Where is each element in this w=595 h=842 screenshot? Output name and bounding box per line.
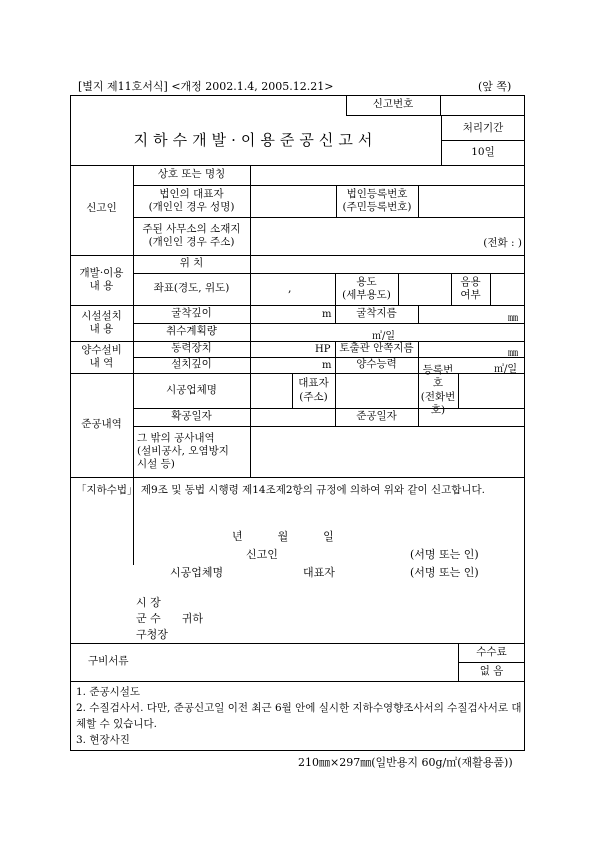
docs-label: 구비서류 — [88, 655, 129, 668]
install-depth-label: 설치깊이 — [171, 358, 212, 371]
attachment-2: 2. 수질검사서. 다만, 준공신고일 이전 최근 6월 안에 실시한 지하수영향조사서의 수질검사서로 대체할 수 있습니다. — [76, 702, 522, 731]
ceo-label: 대표자 (주소) — [298, 377, 329, 403]
coord-label: 좌표(경도, 위도) — [153, 282, 230, 295]
date-line: 년 월 일 — [232, 530, 334, 543]
contractor-sign-mark[interactable]: (서명 또는 인) — [410, 566, 479, 579]
plan-label: 취수계획량 — [166, 325, 217, 338]
recipient-district: 구청장 — [136, 628, 168, 641]
reporter-sign-label: 신고인 — [246, 548, 278, 561]
ceo-sign-label: 대표자 — [303, 566, 335, 579]
capacity-unit: ㎥/일 — [494, 364, 518, 375]
name-field[interactable] — [252, 165, 522, 185]
phone-field[interactable]: (전화 : ) — [483, 237, 522, 250]
install-depth-unit: m — [322, 360, 332, 371]
page-side: (앞 쪽) — [478, 80, 512, 93]
dev-group-label: 개발·이용 내 용 — [79, 266, 124, 292]
plan-unit: ㎥/일 — [372, 331, 396, 342]
completion-group-label: 준공내역 — [81, 418, 122, 431]
office-label: 주된 사무소의 소재지 (개인인 경우 주소) — [142, 222, 241, 248]
recipient-mayor: 시 장 — [136, 596, 161, 609]
depth-label: 굴착깊이 — [171, 307, 212, 320]
facility-group-label: 시설설치 내 용 — [81, 309, 122, 335]
regno-label: 법인등록번호 (주민등록번호) — [342, 187, 412, 213]
capacity-label: 양수능력 — [356, 358, 397, 371]
statement-text: 「지하수법」 제9조 및 동법 시행령 제14조제2항의 규정에 의하여 위와 같이 신고합니다. — [76, 484, 486, 496]
fee-value: 없 음 — [479, 664, 504, 677]
processing-period-value: 10일 — [471, 145, 495, 158]
reporter-sign-mark[interactable]: (서명 또는 인) — [410, 548, 479, 561]
power-unit: HP — [315, 344, 331, 355]
location-label: 위 치 — [179, 257, 204, 270]
depth-unit: m — [322, 309, 332, 320]
report-no-label: 신고번호 — [372, 98, 414, 111]
regno2-label: 등록번호 (전화번호) — [420, 364, 456, 416]
rep-label: 법인의 대표자 (개인인 경우 성명) — [148, 187, 235, 213]
form-title: 지하수개발·이용준공신고서 — [133, 130, 378, 149]
contractor-sign-label: 시공업체명 — [170, 566, 224, 579]
diameter-label: 굴착지름 — [356, 307, 397, 320]
confirm-date-label: 확공일자 — [171, 410, 212, 423]
contractor-label: 시공업체명 — [166, 383, 217, 396]
report-no-field[interactable] — [440, 95, 525, 115]
paper-spec: 210㎜×297㎜(일반용지 60g/㎡(재활용품)) — [298, 756, 513, 769]
power-label: 동력장치 — [171, 342, 212, 355]
reporter-group-label: 신고인 — [86, 202, 117, 215]
attachment-3: 3. 현장사진 — [76, 734, 130, 746]
usage-label: 용도 (세부용도) — [342, 275, 391, 301]
form-number: [별지 제11호서식] <개정 2002.1.4, 2005.12.21> — [78, 80, 334, 93]
recipient-county: 군 수 귀하 — [136, 612, 203, 625]
drinking-label: 음용 여부 — [460, 275, 481, 301]
name-label: 상호 또는 명칭 — [157, 168, 226, 181]
pipe-unit: ㎜ — [508, 348, 518, 359]
pump-group-label: 양수설비 내 역 — [81, 343, 122, 369]
processing-period-label: 처리기간 — [462, 121, 504, 134]
fee-label: 수수료 — [476, 645, 507, 658]
diameter-unit: ㎜ — [508, 313, 518, 324]
coord-separator: , — [288, 282, 292, 295]
attachment-1: 1. 준공시설도 — [76, 686, 141, 698]
other-work-label: 그 밖의 공사내역 (설비공사, 오염방지 시설 등) — [137, 431, 229, 471]
completion-date-label: 준공일자 — [356, 410, 397, 423]
pipe-label: 토출관 안쪽지름 — [339, 342, 414, 355]
